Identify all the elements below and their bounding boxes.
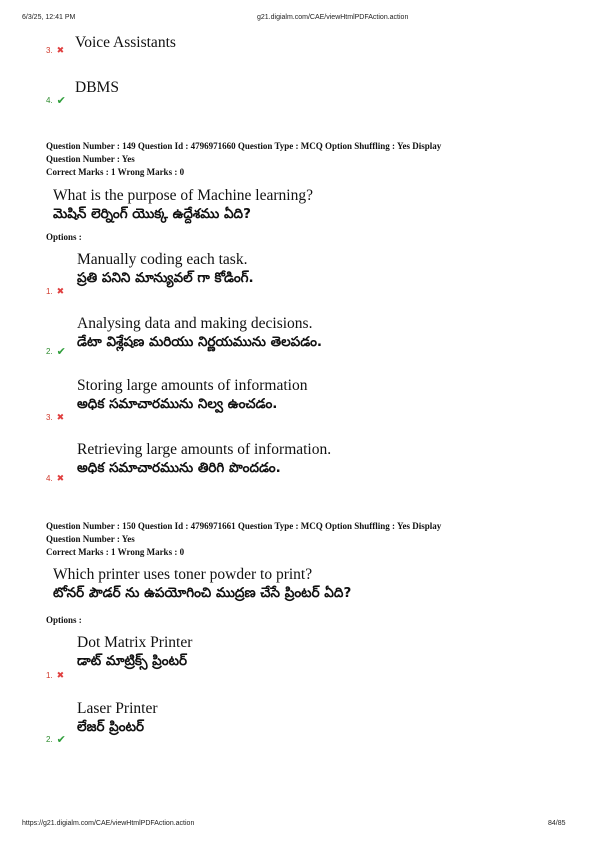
option-text-te: డాట్ మాట్రిక్స్ ప్రింటర్ [77,653,188,669]
question-info-line: Question Number : 149 Question Id : 4796971660 Question Type : MCQ Option Shuffling : Yes Display [46,141,442,151]
option-4 [77,440,331,478]
option-text-en: Laser Printer [77,700,158,717]
prev-option-3-num [46,45,64,56]
check-icon: ✔ [56,734,66,746]
prev-option-4-text: DBMS [75,79,119,96]
option-1 [77,633,192,671]
question-150-info [46,520,546,559]
option-text-te: అధిక సమాచారమును తిరిగి పొందడం. [77,460,281,476]
cross-icon: ✖ [56,286,65,296]
cross-icon: ✖ [56,412,65,422]
option-text-te: లేజర్ ప్రింటర్ [77,719,145,735]
question-info-line: Question Number : 150 Question Id : 4796971661 Question Type : MCQ Option Shuffling : Yes Display [46,521,442,531]
cross-icon: ✖ [56,670,65,680]
cross-icon: ✖ [56,473,65,483]
options-label: Options : [46,232,82,242]
question-text-te: టోనర్ పౌడర్ ను ఉపయోగించి ముద్రణ చేసే ప్రింటర్ ఏది? [53,585,352,601]
header-datetime: 6/3/25, 12:41 PM [22,14,76,21]
option-number: 1. [46,671,53,680]
cross-icon: ✖ [56,45,65,55]
header-url: g21.digialm.com/CAE/viewHtmlPDFAction.action [257,14,409,21]
option-text-en: Analysing data and making decisions. [77,315,313,332]
prev-option-3-text: Voice Assistants [75,34,176,51]
option-1 [77,250,254,288]
check-icon: ✔ [56,346,66,358]
option-text-en: Retrieving large amounts of information. [77,441,332,458]
question-text-en: What is the purpose of Machine learning? [53,187,313,204]
question-149-text [53,186,313,224]
option-number: 3. [46,46,53,55]
options-label: Options : [46,615,82,625]
option-number: 4. [46,96,53,105]
option-text-en: Dot Matrix Printer [77,634,193,651]
option-1-num [46,670,64,681]
option-4-num [46,473,64,484]
footer-url: https://g21.digialm.com/CAE/viewHtmlPDFAction.action [22,820,195,827]
check-icon: ✔ [56,95,66,107]
option-number: 4. [46,474,53,483]
option-2-num [46,733,66,746]
option-2-num [46,345,66,358]
question-info-line: Question Number : Yes [46,534,135,544]
option-number: 2. [46,735,53,744]
option-1-num [46,286,64,297]
option-number: 2. [46,347,53,356]
page-number: 84/85 [548,820,566,827]
question-149-info [46,140,546,179]
option-text-en: Manually coding each task. [77,251,248,268]
question-info-line: Question Number : Yes [46,154,135,164]
option-text-te: డేటా విశ్లేషణ మరియు నిర్ణయమును తెలపడం. [77,334,323,350]
option-number: 1. [46,287,53,296]
option-3-num [46,412,64,423]
prev-option-4-num [46,94,66,107]
question-marks: Correct Marks : 1 Wrong Marks : 0 [46,547,185,557]
option-text-te: అధిక సమాచారమును నిల్వ ఉంచడం. [77,396,278,412]
option-2 [77,699,157,737]
question-marks: Correct Marks : 1 Wrong Marks : 0 [46,167,185,177]
option-number: 3. [46,413,53,422]
option-text-te: ప్రతి పనిని మాన్యువల్ గా కోడింగ్. [77,270,254,286]
question-text-en: Which printer uses toner powder to print? [53,566,313,583]
option-2 [77,314,322,352]
question-150-text [53,565,351,603]
option-text-en: Storing large amounts of information [77,377,308,394]
question-text-te: మెషిన్ లెర్నింగ్ యొక్క ఉద్దేశము ఏది? [53,206,251,222]
option-3 [77,376,307,414]
